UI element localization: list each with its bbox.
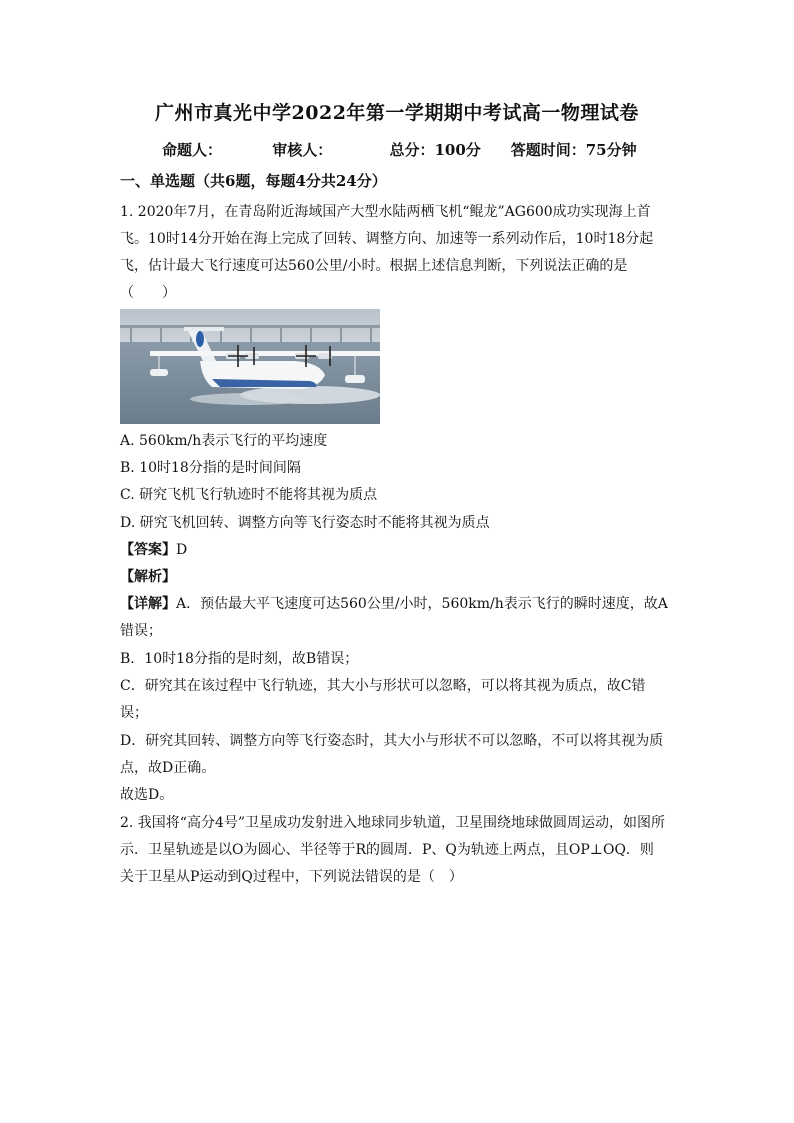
section-heading: 一、单选题（共6题，每题4分共24分） <box>120 172 387 190</box>
answer-value: D <box>176 542 188 558</box>
exam-title: 广州市真光中学2022年第一学期期中考试高一物理试卷 <box>155 102 639 124</box>
detail-line: 错误； <box>120 623 162 639</box>
reviewer-label: 审核人： <box>272 141 333 159</box>
detail-line: B．10时18分指的是时刻，故B错误； <box>120 651 359 667</box>
exam-time: 答题时间：75分钟 <box>510 141 637 159</box>
setter-label: 命题人： <box>162 141 223 159</box>
exam-meta <box>162 139 637 160</box>
detail-line <box>120 591 680 618</box>
q1-stem-line: 1. 2020年7月，在青岛附近海域国产大型水陆两栖飞机“鲲龙”AG600成功实现海上首 <box>120 204 651 220</box>
detail-line: 误； <box>120 705 148 721</box>
q1-stem-line: 飞，估计最大飞行速度可达560公里/小时。根据上述信息判断，下列说法正确的是 <box>120 258 628 274</box>
seaplane-illustration <box>120 309 380 424</box>
seaplane-photo <box>120 309 380 424</box>
analysis-label: 【解析】 <box>120 569 176 585</box>
detail-label: 【详解】 <box>120 596 176 612</box>
q1-option-a: A. 560km/h表示飞行的平均速度 <box>120 433 328 449</box>
total-score: 总分：100分 <box>389 141 481 159</box>
q1-stem-line: 飞。10时14分开始在海上完成了回转、调整方向、加速等一系列动作后，10时18分起 <box>120 231 654 247</box>
detail-line: 点，故D正确。 <box>120 760 216 776</box>
detail-text: A．预估最大平飞速度可达560公里/小时，560km/h表示飞行的瞬时速度，故A <box>176 596 668 612</box>
q1-conclusion: 故选D。 <box>120 787 174 803</box>
detail-line: D．研究其回转、调整方向等飞行姿态时，其大小与形状不可以忽略，不可以将其视为质 <box>120 733 664 749</box>
q1-answer <box>120 537 680 564</box>
q2-stem-line: 2. 我国将“高分4号”卫星成功发射进入地球同步轨道，卫星围绕地球做圆周运动，如图所 <box>120 815 666 831</box>
q1-option-d: D. 研究飞机回转、调整方向等飞行姿态时不能将其视为质点 <box>120 515 490 531</box>
q1-option-b: B. 10时18分指的是时间间隔 <box>120 460 301 476</box>
q1-bracket: （ ） <box>120 285 176 301</box>
answer-label: 【答案】 <box>120 542 176 558</box>
detail-line: C．研究其在该过程中飞行轨迹，其大小与形状可以忽略，可以将其视为质点，故C错 <box>120 678 646 694</box>
q2-stem-line: 关于卫星从P运动到Q过程中，下列说法错误的是（ ） <box>120 869 463 885</box>
q2-stem-line: 示．卫星轨迹是以O为圆心、半径等于R的圆周．P、Q为轨迹上两点，且OP⊥OQ．则 <box>120 842 654 858</box>
q1-option-c: C. 研究飞机飞行轨迹时不能将其视为质点 <box>120 487 378 503</box>
